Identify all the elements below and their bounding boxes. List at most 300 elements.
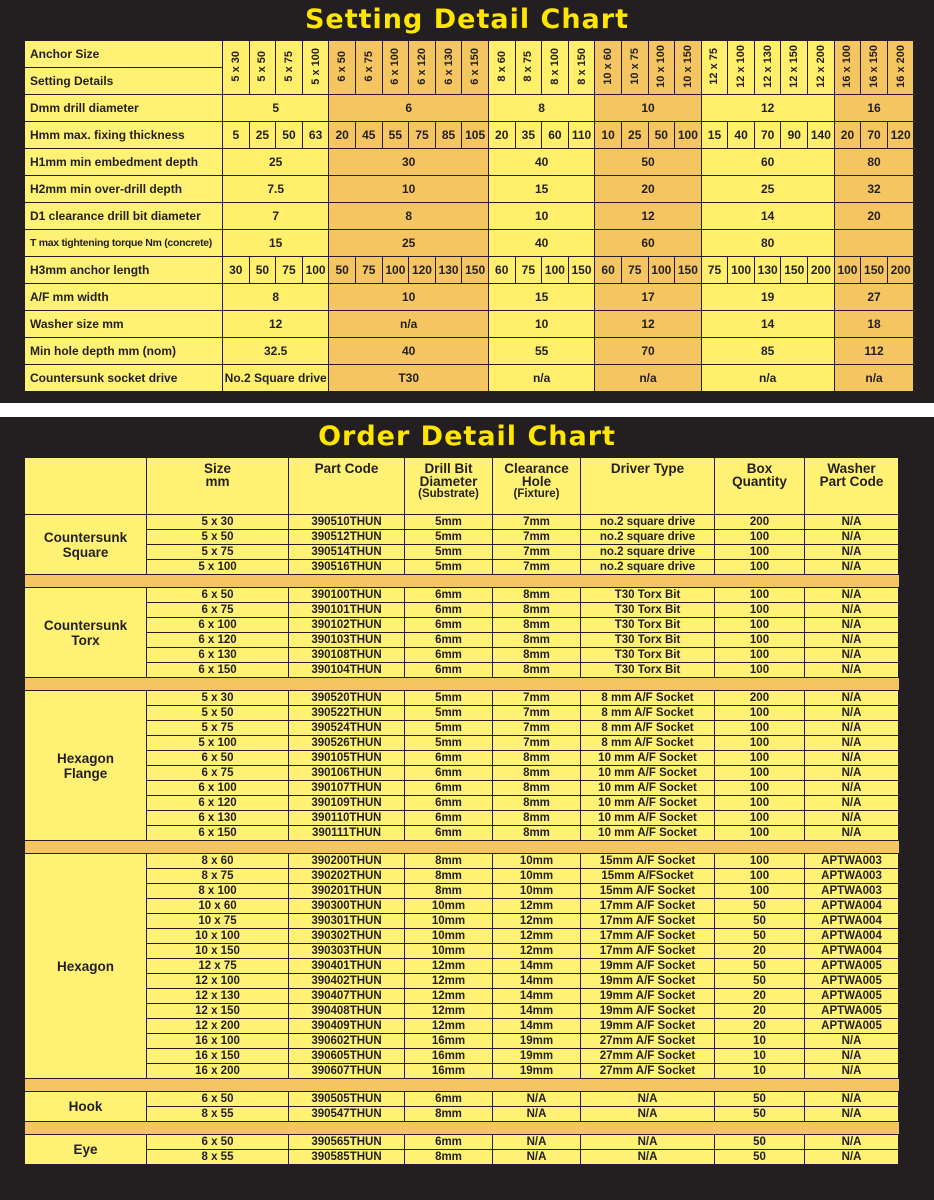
anchor-size-header: 12 x 150 xyxy=(781,41,808,95)
table-cell: 100 xyxy=(715,603,805,618)
table-cell: 5mm xyxy=(405,545,493,560)
table-cell: N/A xyxy=(805,1049,899,1064)
anchor-size-header: 6 x 150 xyxy=(462,41,489,95)
table-cell: 50 xyxy=(715,1135,805,1150)
table-cell: 20 xyxy=(715,1004,805,1019)
table-cell: 390104THUN xyxy=(289,663,405,678)
group-value: 32 xyxy=(834,176,914,203)
table-cell: 6mm xyxy=(405,826,493,841)
table-cell: 390303THUN xyxy=(289,944,405,959)
size-value: 63 xyxy=(302,122,329,149)
table-cell: 6 x 50 xyxy=(147,1135,289,1150)
table-cell: 5 x 75 xyxy=(147,545,289,560)
table-cell: 5 x 30 xyxy=(147,515,289,530)
table-cell: 100 xyxy=(715,751,805,766)
size-value: 35 xyxy=(515,122,542,149)
table-cell: N/A xyxy=(805,588,899,603)
table-cell: N/A xyxy=(805,530,899,545)
table-cell: 8mm xyxy=(493,796,581,811)
table-cell: 390505THUN xyxy=(289,1092,405,1107)
table-row xyxy=(25,603,899,618)
table-cell: 100 xyxy=(715,811,805,826)
washer-size-row xyxy=(25,311,914,338)
table-cell: 6 x 120 xyxy=(147,633,289,648)
group-value: 6 xyxy=(329,95,489,122)
group-value: 8 xyxy=(488,95,594,122)
table-cell: 6mm xyxy=(405,766,493,781)
table-cell: 5mm xyxy=(405,515,493,530)
table-cell: 6 x 150 xyxy=(147,663,289,678)
size-value: 55 xyxy=(382,122,409,149)
table-cell: 19mm xyxy=(493,1049,581,1064)
table-cell: 12mm xyxy=(405,959,493,974)
group-value: 25 xyxy=(701,176,834,203)
group-spacer xyxy=(25,575,899,588)
table-row xyxy=(25,736,899,751)
table-cell: N/A xyxy=(805,736,899,751)
table-cell: 7mm xyxy=(493,560,581,575)
size-value: 60 xyxy=(488,257,515,284)
table-cell: 27mm A/F Socket xyxy=(581,1049,715,1064)
table-cell: 390109THUN xyxy=(289,796,405,811)
setting-detail-table xyxy=(24,40,914,392)
table-row xyxy=(25,706,899,721)
table-row xyxy=(25,959,899,974)
row-label: H1mm min embedment depth xyxy=(25,149,223,176)
anchor-size-header: 5 x 100 xyxy=(302,41,329,95)
table-cell: 8mm xyxy=(405,854,493,869)
table-cell: 50 xyxy=(715,1150,805,1165)
table-cell: 50 xyxy=(715,1107,805,1122)
anchor-size-header: 8 x 100 xyxy=(542,41,569,95)
table-cell: 100 xyxy=(715,618,805,633)
group-value: 25 xyxy=(329,230,489,257)
table-cell: 100 xyxy=(715,560,805,575)
table-cell: N/A xyxy=(805,1150,899,1165)
anchor-size-header: 6 x 100 xyxy=(382,41,409,95)
table-cell: 390524THUN xyxy=(289,721,405,736)
size-value: 100 xyxy=(302,257,329,284)
table-cell: T30 Torx Bit xyxy=(581,618,715,633)
table-cell: 10mm xyxy=(493,869,581,884)
table-cell: N/A xyxy=(581,1135,715,1150)
table-cell: 10mm xyxy=(405,914,493,929)
size-value: 85 xyxy=(435,122,462,149)
table-cell: 16mm xyxy=(405,1064,493,1079)
table-cell: 100 xyxy=(715,854,805,869)
group-value: n/a xyxy=(329,311,489,338)
table-cell: 15mm A/FSocket xyxy=(581,869,715,884)
group-value: 25 xyxy=(223,149,329,176)
table-cell: 10mm xyxy=(405,944,493,959)
size-value: 50 xyxy=(648,122,675,149)
table-cell: 7mm xyxy=(493,721,581,736)
group-value: 19 xyxy=(701,284,834,311)
table-row xyxy=(25,1107,899,1122)
setting-chart-title: Setting Detail Chart xyxy=(304,4,629,35)
table-cell: 8mm xyxy=(493,618,581,633)
table-row xyxy=(25,811,899,826)
group-value: 60 xyxy=(701,149,834,176)
table-cell: 5 x 100 xyxy=(147,560,289,575)
table-cell: 6 x 100 xyxy=(147,781,289,796)
anchor-size-header: 10 x 150 xyxy=(675,41,702,95)
table-row xyxy=(25,869,899,884)
group-value: 12 xyxy=(223,311,329,338)
table-cell: N/A xyxy=(581,1092,715,1107)
table-cell: 17mm A/F Socket xyxy=(581,914,715,929)
column-header: Drill Bit Diameter (Substrate) xyxy=(405,458,493,515)
table-cell: 12 x 100 xyxy=(147,974,289,989)
column-header: Size mm xyxy=(147,458,289,515)
table-cell: 100 xyxy=(715,766,805,781)
table-cell: APTWA005 xyxy=(805,1019,899,1034)
table-cell: N/A xyxy=(805,1107,899,1122)
table-cell: 8 x 55 xyxy=(147,1150,289,1165)
table-row xyxy=(25,854,899,869)
table-cell: 8mm xyxy=(493,588,581,603)
table-row xyxy=(25,989,899,1004)
size-value: 100 xyxy=(648,257,675,284)
hole-depth-row xyxy=(25,338,914,365)
product-group-label: Eye xyxy=(25,1135,147,1165)
anchor-size-header: 12 x 100 xyxy=(728,41,755,95)
table-row xyxy=(25,530,899,545)
table-row xyxy=(25,1034,899,1049)
table-cell: 390301THUN xyxy=(289,914,405,929)
table-cell: 100 xyxy=(715,545,805,560)
table-cell: 6 x 50 xyxy=(147,588,289,603)
table-cell: N/A xyxy=(581,1150,715,1165)
table-cell: 5 x 50 xyxy=(147,706,289,721)
table-cell: N/A xyxy=(805,796,899,811)
table-row xyxy=(25,691,899,706)
table-cell: N/A xyxy=(805,648,899,663)
anchor-size-header: 8 x 60 xyxy=(488,41,515,95)
over-drill-row xyxy=(25,176,914,203)
product-group-label: Countersunk Square xyxy=(25,515,147,575)
table-cell: APTWA003 xyxy=(805,884,899,899)
table-cell: 6 x 75 xyxy=(147,766,289,781)
table-cell: 6 x 100 xyxy=(147,618,289,633)
group-value: 10 xyxy=(595,95,701,122)
table-cell: 390300THUN xyxy=(289,899,405,914)
table-cell: 27mm A/F Socket xyxy=(581,1034,715,1049)
column-header: Washer Part Code xyxy=(805,458,899,515)
anchor-size-header: 16 x 150 xyxy=(861,41,888,95)
size-value: 25 xyxy=(249,122,276,149)
group-value: T30 xyxy=(329,365,489,392)
size-value: 20 xyxy=(329,122,356,149)
torque-row xyxy=(25,230,914,257)
socket-drive-row xyxy=(25,365,914,392)
table-cell: 6 x 130 xyxy=(147,648,289,663)
table-cell: 8 mm A/F Socket xyxy=(581,721,715,736)
table-cell: 390107THUN xyxy=(289,781,405,796)
size-value: 40 xyxy=(728,122,755,149)
row-label: D1 clearance drill bit diameter xyxy=(25,203,223,230)
table-cell: 100 xyxy=(715,736,805,751)
table-cell: APTWA003 xyxy=(805,869,899,884)
group-value: 12 xyxy=(595,311,701,338)
table-cell: 12 x 200 xyxy=(147,1019,289,1034)
table-cell: 5mm xyxy=(405,706,493,721)
table-cell: 19mm A/F Socket xyxy=(581,1004,715,1019)
table-cell: N/A xyxy=(805,633,899,648)
table-cell: 12mm xyxy=(405,1019,493,1034)
table-cell: 390302THUN xyxy=(289,929,405,944)
anchor-size-header: 6 x 120 xyxy=(409,41,436,95)
group-value: 5 xyxy=(223,95,329,122)
anchor-size-header: 10 x 75 xyxy=(621,41,648,95)
table-row xyxy=(25,766,899,781)
table-cell: 8mm xyxy=(493,826,581,841)
table-cell: N/A xyxy=(581,1107,715,1122)
table-cell: 10 mm A/F Socket xyxy=(581,826,715,841)
table-row xyxy=(25,560,899,575)
table-cell: 16 x 150 xyxy=(147,1049,289,1064)
table-cell: 390526THUN xyxy=(289,736,405,751)
table-row xyxy=(25,1150,899,1165)
group-value xyxy=(834,230,914,257)
table-cell: 8mm xyxy=(493,633,581,648)
group-spacer xyxy=(25,678,899,691)
table-cell: 5 x 75 xyxy=(147,721,289,736)
table-cell: 200 xyxy=(715,691,805,706)
size-value: 20 xyxy=(488,122,515,149)
table-cell: 16 x 200 xyxy=(147,1064,289,1079)
table-row xyxy=(25,588,899,603)
anchor-size-header: 16 x 100 xyxy=(834,41,861,95)
table-cell: 12 x 75 xyxy=(147,959,289,974)
size-value: 100 xyxy=(675,122,702,149)
size-value: 20 xyxy=(834,122,861,149)
table-row xyxy=(25,618,899,633)
table-cell: 7mm xyxy=(493,691,581,706)
table-cell: 12mm xyxy=(405,1004,493,1019)
table-cell: 5 x 100 xyxy=(147,736,289,751)
table-cell: 10mm xyxy=(493,884,581,899)
table-cell: T30 Torx Bit xyxy=(581,588,715,603)
group-value: 7.5 xyxy=(223,176,329,203)
size-value: 200 xyxy=(887,257,914,284)
table-cell: 390565THUN xyxy=(289,1135,405,1150)
size-value: 50 xyxy=(276,122,303,149)
table-cell: N/A xyxy=(805,618,899,633)
size-value: 105 xyxy=(462,122,489,149)
table-cell: 7mm xyxy=(493,736,581,751)
table-row xyxy=(25,914,899,929)
table-cell: no.2 square drive xyxy=(581,530,715,545)
anchor-size-row xyxy=(25,41,914,68)
table-cell: 10mm xyxy=(493,854,581,869)
group-spacer xyxy=(25,1079,899,1092)
table-cell: N/A xyxy=(805,545,899,560)
group-value: 20 xyxy=(595,176,701,203)
table-cell: 5mm xyxy=(405,736,493,751)
table-cell: 390514THUN xyxy=(289,545,405,560)
anchor-size-header: 12 x 75 xyxy=(701,41,728,95)
size-value: 130 xyxy=(754,257,781,284)
group-value: 20 xyxy=(834,203,914,230)
size-value: 70 xyxy=(754,122,781,149)
table-cell: 390200THUN xyxy=(289,854,405,869)
table-cell: 390111THUN xyxy=(289,826,405,841)
product-group-label: Hook xyxy=(25,1092,147,1122)
table-cell: 12mm xyxy=(493,944,581,959)
size-value: 150 xyxy=(462,257,489,284)
product-group-label: Hexagon xyxy=(25,854,147,1079)
row-label: T max tightening torque Nm (concrete) xyxy=(25,230,223,257)
table-row xyxy=(25,944,899,959)
group-value: 80 xyxy=(834,149,914,176)
table-row xyxy=(25,974,899,989)
embedment-depth-row xyxy=(25,149,914,176)
group-value: 85 xyxy=(701,338,834,365)
table-cell: 100 xyxy=(715,530,805,545)
group-value: 14 xyxy=(701,311,834,338)
row-label: Countersunk socket drive xyxy=(25,365,223,392)
table-cell: 10 mm A/F Socket xyxy=(581,781,715,796)
group-value: 16 xyxy=(834,95,914,122)
group-value: 14 xyxy=(701,203,834,230)
table-cell: 100 xyxy=(715,796,805,811)
table-cell: 390102THUN xyxy=(289,618,405,633)
row-label: H3mm anchor length xyxy=(25,257,223,284)
group-value: 15 xyxy=(488,284,594,311)
table-cell: 390520THUN xyxy=(289,691,405,706)
column-header: Box Quantity xyxy=(715,458,805,515)
table-row xyxy=(25,515,899,530)
table-cell: APTWA004 xyxy=(805,944,899,959)
group-value: 8 xyxy=(329,203,489,230)
group-value: 18 xyxy=(834,311,914,338)
table-cell: 19mm xyxy=(493,1064,581,1079)
table-cell: N/A xyxy=(805,766,899,781)
table-cell: 6 x 150 xyxy=(147,826,289,841)
table-cell: T30 Torx Bit xyxy=(581,663,715,678)
table-cell: 8mm xyxy=(493,766,581,781)
table-cell: 390106THUN xyxy=(289,766,405,781)
size-value: 10 xyxy=(595,122,622,149)
anchor-size-header: 6 x 75 xyxy=(355,41,382,95)
size-value: 75 xyxy=(355,257,382,284)
table-cell: 8 x 75 xyxy=(147,869,289,884)
table-cell: 14mm xyxy=(493,1019,581,1034)
section-divider xyxy=(0,403,934,417)
table-cell: N/A xyxy=(493,1150,581,1165)
product-group-label: Countersunk Torx xyxy=(25,588,147,678)
table-cell: 100 xyxy=(715,663,805,678)
group-value: 8 xyxy=(223,284,329,311)
size-value: 140 xyxy=(808,122,835,149)
table-row xyxy=(25,781,899,796)
table-cell: N/A xyxy=(805,1092,899,1107)
table-cell: APTWA003 xyxy=(805,854,899,869)
size-value: 15 xyxy=(701,122,728,149)
table-cell: 12mm xyxy=(493,914,581,929)
row-label: Min hole depth mm (nom) xyxy=(25,338,223,365)
table-row xyxy=(25,633,899,648)
table-cell: 14mm xyxy=(493,974,581,989)
table-cell: 20 xyxy=(715,1019,805,1034)
size-value: 75 xyxy=(409,122,436,149)
table-cell: 390110THUN xyxy=(289,811,405,826)
size-value: 130 xyxy=(435,257,462,284)
table-cell: 6mm xyxy=(405,588,493,603)
table-cell: 10 xyxy=(715,1034,805,1049)
size-value: 45 xyxy=(355,122,382,149)
size-value: 30 xyxy=(223,257,250,284)
table-cell: 15mm A/F Socket xyxy=(581,884,715,899)
table-cell: 19mm A/F Socket xyxy=(581,989,715,1004)
group-value: n/a xyxy=(834,365,914,392)
table-cell: 7mm xyxy=(493,530,581,545)
size-value: 50 xyxy=(329,257,356,284)
table-cell: 17mm A/F Socket xyxy=(581,929,715,944)
anchor-size-header: 5 x 75 xyxy=(276,41,303,95)
table-cell: 5mm xyxy=(405,691,493,706)
table-row xyxy=(25,929,899,944)
table-cell: 50 xyxy=(715,959,805,974)
table-cell: 100 xyxy=(715,826,805,841)
table-cell: 390105THUN xyxy=(289,751,405,766)
group-value: 80 xyxy=(701,230,834,257)
table-cell: 6mm xyxy=(405,811,493,826)
size-value: 70 xyxy=(861,122,888,149)
anchor-length-row xyxy=(25,257,914,284)
size-value: 200 xyxy=(808,257,835,284)
table-cell: 6mm xyxy=(405,603,493,618)
table-cell: N/A xyxy=(805,691,899,706)
table-cell: 390510THUN xyxy=(289,515,405,530)
table-cell: N/A xyxy=(493,1092,581,1107)
table-row xyxy=(25,1019,899,1034)
table-cell: 390408THUN xyxy=(289,1004,405,1019)
group-value: 70 xyxy=(595,338,701,365)
anchor-size-header: 6 x 130 xyxy=(435,41,462,95)
table-cell: 10 mm A/F Socket xyxy=(581,766,715,781)
column-header xyxy=(25,458,147,515)
group-value: n/a xyxy=(701,365,834,392)
size-value: 100 xyxy=(542,257,569,284)
size-value: 75 xyxy=(701,257,728,284)
table-cell: 50 xyxy=(715,1092,805,1107)
table-cell: N/A xyxy=(805,721,899,736)
table-cell: 100 xyxy=(715,706,805,721)
group-value: 32.5 xyxy=(223,338,329,365)
order-header-row xyxy=(25,458,899,515)
group-value: 10 xyxy=(488,311,594,338)
table-cell: 8mm xyxy=(405,884,493,899)
table-cell: 50 xyxy=(715,929,805,944)
table-cell: 8mm xyxy=(493,663,581,678)
table-cell: 5mm xyxy=(405,530,493,545)
column-header: Driver Type xyxy=(581,458,715,515)
anchor-size-header: 8 x 75 xyxy=(515,41,542,95)
table-cell: 390409THUN xyxy=(289,1019,405,1034)
table-cell: 15mm A/F Socket xyxy=(581,854,715,869)
table-cell: 8 x 100 xyxy=(147,884,289,899)
table-cell: 12mm xyxy=(493,929,581,944)
size-value: 75 xyxy=(276,257,303,284)
table-cell: T30 Torx Bit xyxy=(581,603,715,618)
size-value: 150 xyxy=(675,257,702,284)
table-cell: 390585THUN xyxy=(289,1150,405,1165)
row-label: Dmm drill diameter xyxy=(25,95,223,122)
table-cell: no.2 square drive xyxy=(581,560,715,575)
table-cell: 390407THUN xyxy=(289,989,405,1004)
